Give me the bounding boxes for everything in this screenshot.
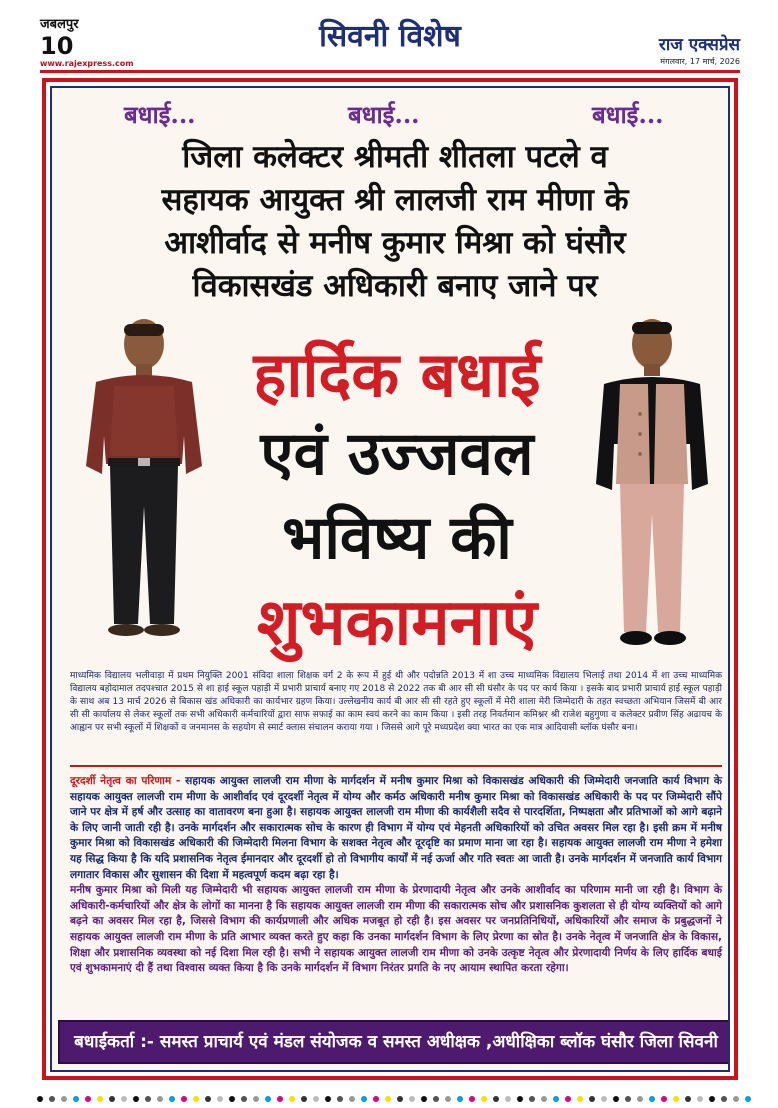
ad-inner (50, 86, 730, 1072)
masthead (40, 10, 740, 70)
registration-dot (745, 1096, 751, 1102)
greeting-bhavishya-ki: भविष्य की (282, 503, 512, 573)
registration-dot (313, 1096, 319, 1102)
registration-dot (469, 1096, 475, 1102)
registration-dot (601, 1096, 607, 1102)
article-paragraph-2: मनीष कुमार मिश्रा को मिली यह जिम्मेदारी भी सहायक आयुक्त लालजी राम मीणा के प्रेरणादायी नेतृत्व और उनके आशीर्वाद का परिणाम मानी जा रही है। विभाग के अधिकारी-कर्मचारियों और क्षेत्र के लोगों का मानना है कि सहायक आयुक्त लालजी राम मीणा की सकारात्मक सोच और प्रशासनिक कुशलता से ही योग्य व्यक्तियों को आगे बढ़ने का अवसर मिल रहा है, जिससे विभाग की कार्यप्रणाली और अधिक मजबूत हो रही है। इस अवसर पर जनप्रतिनिधियों, अधिकारियों और समाज के प्रबुद्धजनों ने सहायक आयुक्त लालजी राम मीणा के प्रति आभार व्यक्त करते हुए कहा कि उनका मार्गदर्शन विभाग के लिए प्रेरणा का स्रोत है। उनके नेतृत्व में जनजाति क्षेत्र के विकास, शिक्षा और प्रशासनिक व्यवस्था को नई दिशा मिल रही है। सभी ने सहायक आयुक्त लालजी राम मीणा को उनके उत्कृष्ट नेतृत्व और प्रेरणादायी निर्णय के लिए हार्दिक बधाई एवं शुभकामनाएं दी हैं तथा विश्वास व्यक्त किया है कि उनके मार्गदर्शन में विभाग निरंतर प्रगति के नए आयाम स्थापित करता रहेगा। (70, 884, 722, 975)
registration-dot (577, 1096, 583, 1102)
registration-dot (685, 1096, 691, 1102)
headline-line: आशीर्वाद से मनीष कुमार मिश्रा को घंसौर (164, 225, 626, 261)
registration-dot (37, 1096, 43, 1102)
registration-dot (85, 1096, 91, 1102)
registration-dot (589, 1096, 595, 1102)
registration-dot (433, 1096, 439, 1102)
greeting-evam-ujjaval: एवं उज्जवल (260, 419, 534, 489)
print-color-strip (0, 1094, 778, 1104)
badhai-label: बधाई... (124, 100, 196, 129)
registration-dot (205, 1096, 211, 1102)
registration-dot (493, 1096, 499, 1102)
registration-dot (553, 1096, 559, 1102)
registration-dot (637, 1096, 643, 1102)
page-number: 10 (40, 32, 74, 60)
registration-dot (349, 1096, 355, 1102)
footer-banner: बधाईकर्ता :- समस्त प्राचार्य एवं मंडल संयोजक व समस्त अधीक्षक ,अधीक्षिका ब्लॉक घंसौर जिला सिवनी (58, 1020, 730, 1064)
registration-dot (229, 1096, 235, 1102)
registration-dot (169, 1096, 175, 1102)
registration-dot (733, 1096, 739, 1102)
registration-dot (529, 1096, 535, 1102)
registration-dot (373, 1096, 379, 1102)
registration-dot (133, 1096, 139, 1102)
section-title: सिवनी विशेष (319, 19, 461, 54)
registration-dot (445, 1096, 451, 1102)
registration-dot (397, 1096, 403, 1102)
ad-frame (42, 78, 738, 1080)
masthead-divider (40, 70, 740, 73)
headline-line: विकासखंड अधिकारी बनाए जाने पर (192, 268, 598, 304)
website-url[interactable]: www.rajexpress.com (40, 59, 134, 68)
headline-line: सहायक आयुक्त श्री लालजी राम मीणा के (161, 182, 629, 218)
registration-dot (661, 1096, 667, 1102)
registration-dot (613, 1096, 619, 1102)
registration-dot (517, 1096, 523, 1102)
article-paragraph-1 (70, 774, 722, 883)
registration-dot (157, 1096, 163, 1102)
headline-line: जिला कलेक्टर श्रीमती शीतला पटले व (182, 139, 608, 175)
registration-dot (505, 1096, 511, 1102)
article-lead: दूरदर्शी नेतृत्व का परिणाम - (70, 775, 186, 787)
publication-date: मंगलवार, 17 मार्च, 2026 (660, 57, 740, 66)
registration-dot (541, 1096, 547, 1102)
ad-headline (72, 136, 718, 308)
registration-dot (181, 1096, 187, 1102)
registration-dot (241, 1096, 247, 1102)
registration-dot (97, 1096, 103, 1102)
registration-dot (253, 1096, 259, 1102)
registration-dot (337, 1096, 343, 1102)
registration-dot (625, 1096, 631, 1102)
registration-dot (673, 1096, 679, 1102)
registration-dot (109, 1096, 115, 1102)
registration-dot (457, 1096, 463, 1102)
registration-dot (709, 1096, 715, 1102)
badhai-row (52, 98, 728, 134)
registration-dot (193, 1096, 199, 1102)
registration-dot (277, 1096, 283, 1102)
registration-dot (409, 1096, 415, 1102)
badhai-label: बधाई... (348, 100, 420, 129)
registration-dot (265, 1096, 271, 1102)
paper-name: राज एक्सप्रेस (658, 35, 740, 55)
registration-dot (385, 1096, 391, 1102)
registration-dot (649, 1096, 655, 1102)
registration-dot (301, 1096, 307, 1102)
registration-dot (697, 1096, 703, 1102)
registration-dot (721, 1096, 727, 1102)
registration-dot (565, 1096, 571, 1102)
registration-dot (145, 1096, 151, 1102)
edition-city: जबलपुर (40, 17, 79, 32)
article-paragraph-1-text: सहायक आयुक्त लालजी राम मीणा के मार्गदर्शन में मनीष कुमार मिश्रा को विकासखंड अधिकारी की जिम्मेदारी जनजाति कार्य विभाग के सहायक आयुक्त लालजी राम मीणा के आशीर्वाद एवं दूरदर्शी नेतृत्व में योग्य और कर्मठ अधिकारी मनीष कुमार मिश्रा को विकासखंड अधिकारी के पद पर जिम्मेदारी सौंपे जाने पर क्षेत्र में हर्ष और उत्साह का वातावरण बना हुआ है। सहायक आयुक्त लालजी राम मीणा की कार्यशैली सदैव से पारदर्शिता, निष्पक्षता और प्रतिभाओं को आगे बढ़ाने के लिए जानी जाती रही है। उनके मार्गदर्शन और सकारात्मक सोच के कारण ही विभाग में योग्य एवं मेहनती अधिकारियों को उचित अवसर मिल रहा है। इसी क्रम में मनीष कुमार मिश्रा को विकासखंड अधिकारी की जिम्मेदारी मिलना विभाग के सशक्त नेतृत्व और दूरदृष्टि का प्रमाण माना जा रहा है। सहायक आयुक्त लालजी राम मीणा ने हमेशा यह सिद्ध किया है कि यदि प्रशासनिक नेतृत्व ईमानदार और दूरदर्शी हो तो विभागीय कार्यों में नई ऊर्जा और गति स्वतः आ जाती है। उनके मार्गदर्शन में जनजाति कार्य विभाग लगातार विकास और सुशासन की दिशा में महत्वपूर्ण कदम बढ़ा रहा है। (70, 775, 722, 881)
badhai-label: बधाई... (592, 100, 664, 129)
greeting-shubhkamnayen: शुभकामनाएं (257, 585, 537, 660)
registration-dot (289, 1096, 295, 1102)
registration-dot (217, 1096, 223, 1102)
career-paragraph: माध्यमिक विद्यालय भलीवाड़ा में प्रथम नियुक्ति 2001 संविदा शाला शिक्षक वर्ग 2 के रूप में हुई थी और पदोन्नति 2013 में शा उच्च माध्यमिक विद्यालय भिलाई तथा 2014 में शा उच्च माध्यमिक विद्यालय बहोदामाल तदपश्चात 2015 से शा हाई स्कूल पहाड़ी में प्रभारी प्राचार्य बनाए गए 2018 से 2022 तक बी आर सी सी घंसौर के पद पर कार्य किया । इसके बाद प्रभारी प्राचार्य हाई स्कूल पहाड़ी के साथ अब 13 मार्च 2026 से बिकास खंड अधिकारी का कार्यभार ग्रहण किया। उल्लेखनीय कार्य बी आर सी सी रहते हुए स्कूलों में मेरी शाला मेरी जिम्मेदारी के तहत स्वच्छता अभियान जिसमें बी आर सी सी कार्यालय से लेकर स्कूलों तक सभी अधिकारी कर्मचारियों द्वारा साफ सफाई का काम स्वयं करने का काम किया । इसी तरह निवर्तमान कमिश्नर श्री राजेश बहुगुणा व कलेक्टर प्रवीण सिंह अढायच के आह्वान पर सभी स्कूलों में शिक्षकों व जनमानस के सहयोग से स्मार्ट क्लास संचालन कराया गया । जिससे आगे पूरे मध्यप्रदेश क्या भारत का एक मात्र आदिवासी ब्लॉक घंसौर बना। (70, 671, 722, 733)
registration-dot (61, 1096, 67, 1102)
registration-dot (481, 1096, 487, 1102)
registration-dot (121, 1096, 127, 1102)
registration-dot (73, 1096, 79, 1102)
section-divider (70, 765, 722, 767)
registration-dot (421, 1096, 427, 1102)
registration-dot (361, 1096, 367, 1102)
greeting-hardik-badhai: हार्दिक बधाई (253, 338, 541, 411)
article-body (70, 774, 722, 977)
registration-dot (49, 1096, 55, 1102)
registration-dot (325, 1096, 331, 1102)
